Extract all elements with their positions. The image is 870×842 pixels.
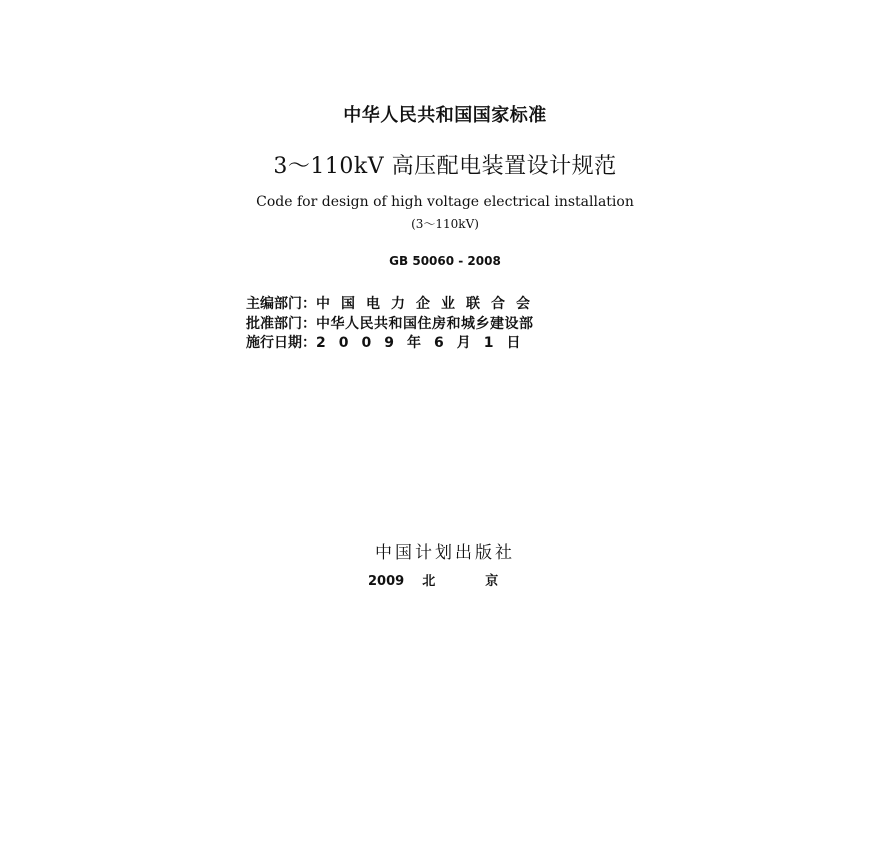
meta-label: 主编部门： xyxy=(246,296,316,312)
meta-label: 施行日期： xyxy=(246,335,316,351)
english-title-subtitle: (3～110kV) xyxy=(411,217,479,231)
meta-value: 中华人民共和国住房和城乡建设部 xyxy=(316,316,534,332)
imprint xyxy=(368,570,548,589)
meta-row-effective-date xyxy=(246,332,533,352)
meta-value: 中国电力企业联合会 xyxy=(316,296,541,312)
english-title: Code for design of high voltage electrical installation xyxy=(256,194,634,210)
meta-value: 2009年6月1日 xyxy=(316,335,534,351)
meta-row-editor xyxy=(246,293,541,313)
standard-code: GB 50060 - 2008 xyxy=(389,254,501,268)
imprint-city: 北京 xyxy=(422,574,549,589)
imprint-year: 2009 xyxy=(368,574,405,589)
standard-type-heading: 中华人民共和国国家标准 xyxy=(343,105,547,126)
meta-row-approver xyxy=(246,313,534,333)
publisher-name: 中国计划出版社 xyxy=(375,543,515,563)
chinese-title: 3～110kV 高压配电装置设计规范 xyxy=(273,154,617,179)
meta-label: 批准部门： xyxy=(246,316,316,332)
